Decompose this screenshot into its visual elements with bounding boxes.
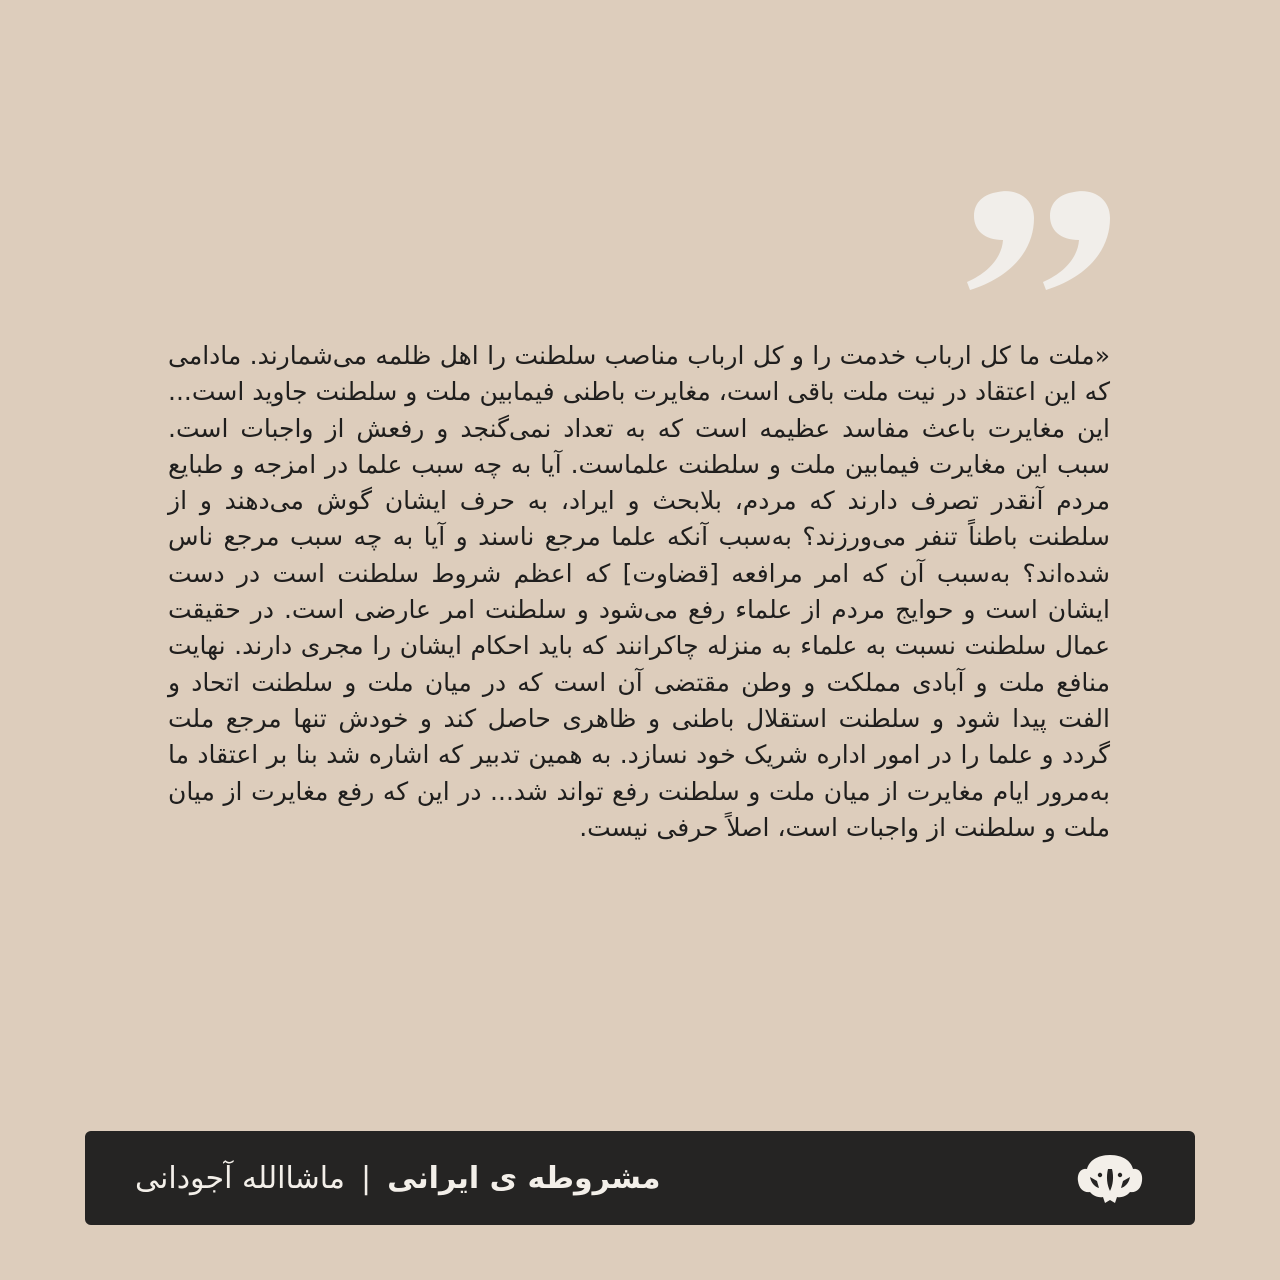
footer-caption — [135, 1131, 660, 1225]
quote-text: «ملت ما کل ارباب خدمت را و کل ارباب مناصب سلطنت را اهل ظلمه می‌شمارند. مادامی که این اعتقاد در نیت ملت باقی است، مغایرت باطنی فیمابین ملت و سلطنت جاوید است... این مغایرت باعث مفاسد عظیمه است که به تعداد نمی‌گنجد و رفعش از واجبات است. سبب این مغایرت فیمابین ملت و سلطنت علماست. آیا به چه سبب علما در امزجه و طبایع مردم آنقدر تصرف دارند که مردم، بلابحث و ایراد، به حرف ایشان گوش می‌دهند و از سلطنت باطناً تنفر می‌ورزند؟ به‌سبب آنکه علما مرجع ناسند و آیا به چه سبب مرجع ناس شده‌اند؟ به‌سبب آن که امر مرافعه [قضاوت] که اعظم شروط سلطنت است در دست ایشان است و حوایج مردم از علماء رفع می‌شود و سلطنت امر عارضی است. در حقیقت عمال سلطنت نسبت به علماء به منزله چاکرانند که باید احکام ایشان را مجری دارند. نهایت منافع ملت و آبادی مملکت و وطن مقتضی آن است که در میان ملت و سلطنت اتحاد و الفت پیدا شود و سلطنت استقلال باطنی و ظاهری حاصل کند و خودش تنها مرجع ملت گردد و علما را در امور اداره شریک خود نسازد. به همین تدبیر که اشاره شد بنا بر اعتقاد ما به‌مرور ایام مغایرت از میان ملت و سلطنت رفع تواند شد... در این که رفع مغایرت از میان ملت و سلطنت از واجبات است، اصلاً حرفی نیست. — [168, 341, 1110, 842]
author-name: ماشاالله آجودانی — [135, 1160, 345, 1196]
elephant-logo-icon — [1077, 1151, 1143, 1205]
closing-quotation-mark-icon — [960, 186, 1116, 296]
book-title: مشروطه ی ایرانی — [387, 1160, 661, 1196]
caption-separator: | — [360, 1160, 372, 1196]
footer-bar — [85, 1131, 1195, 1225]
